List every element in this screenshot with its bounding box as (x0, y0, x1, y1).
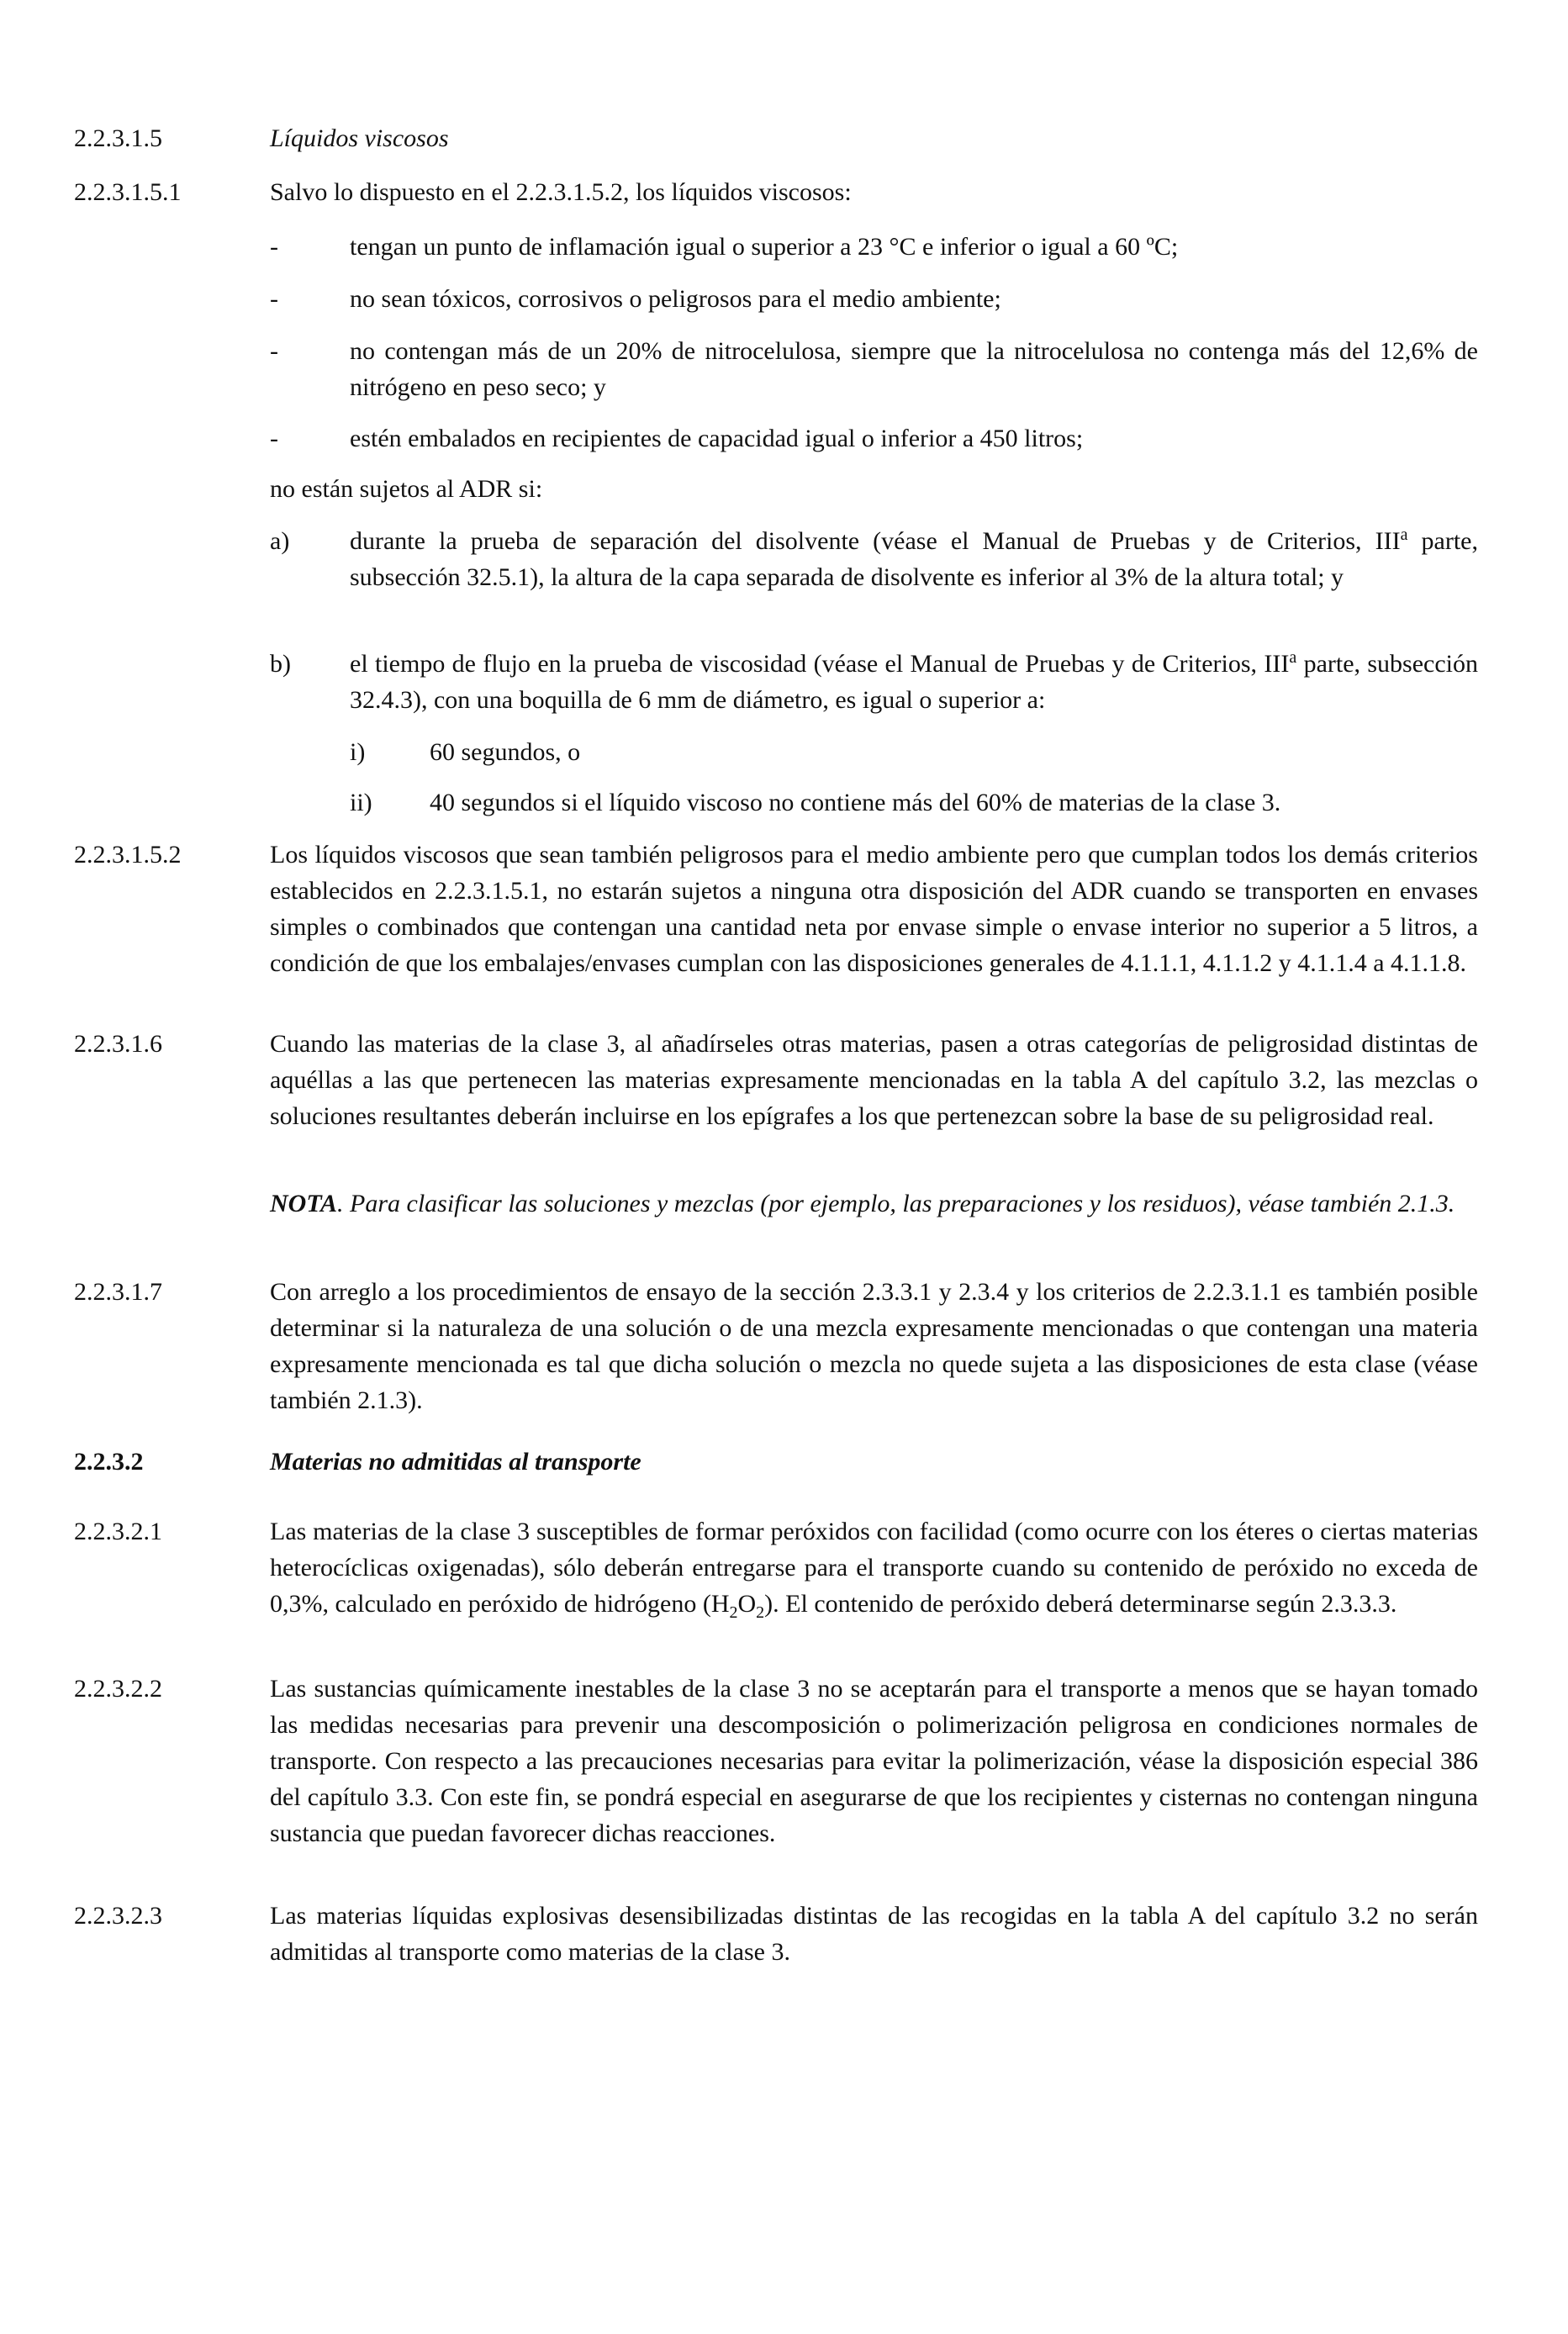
paragraph: Cuando las materias de la clase 3, al añadírseles otras materias, pasen a otras categorías de peligrosidad distintas de aquéllas a las que pertenecen las materias expresamente mencionadas en la tabla A del capítulo 3.2, las mezclas o soluciones resultantes deberán incluirse en los epígrafes a los que pertenezcan sobre la base de su peligrosidad real. (270, 1030, 1478, 1130)
paragraph: Los líquidos viscosos que sean también peligrosos para el medio ambiente pero que cumplan todos los demás criterios establecidos en 2.2.3.1.5.1, no estarán sujetos a ninguna otra disposición del ADR cuando se transporten en envases simples o combinados que contengan una cantidad neta por envase simple o envase interior no superior a 5 litros, a condición de que los embalajes/envases cumplan con las disposiciones generales de 4.1.1.1, 4.1.1.2 y 4.1.1.4 a 4.1.1.8. (270, 841, 1478, 977)
section-number: 2.2.3.1.5 (74, 124, 162, 152)
list-item-text: estén embalados en recipientes de capacidad igual o inferior a 450 litros; (350, 425, 1084, 452)
section-number: 2.2.3.2.2 (74, 1675, 162, 1703)
list-item-text: tengan un punto de inflamación igual o superior a 23 °C e inferior o igual a 60 ºC; (350, 233, 1179, 261)
list-item-text: no contengan más de un 20% de nitrocelulosa, siempre que la nitrocelulosa no contenga más del 12,6% de nitrógeno en peso seco; y (350, 337, 1478, 401)
section-number: 2.2.3.2 (74, 1448, 144, 1476)
section-number: 2.2.3.2.3 (74, 1902, 162, 1930)
section-title: Líquidos viscosos (270, 124, 449, 152)
dash-marker: - (270, 425, 278, 452)
dash-marker: - (270, 233, 278, 261)
item-marker: ii) (350, 789, 372, 816)
paragraph: Con arreglo a los procedimientos de ensayo de la sección 2.3.3.1 y 2.3.4 y los criterios de 2.2.3.1.1 es también posible determinar si la naturaleza de una solución o de una mezcla expresamente mencionadas o que contengan una materia expresamente mencionada es tal que dicha solución o mezcla no quede sujeta a las disposiciones de esta clase (véase también 2.1.3). (270, 1278, 1478, 1414)
paragraph: no están sujetos al ADR si: (270, 475, 543, 503)
item-marker: a) (270, 527, 290, 555)
note-label: NOTA (270, 1190, 338, 1217)
section-title: Materias no admitidas al transporte (270, 1448, 641, 1476)
list-item-text: el tiempo de flujo en la prueba de viscosidad (véase el Manual de Pruebas y de Criterios, III$^a$ parte, subsección 32.4.3), con una boquilla de 6 mm de diámetro, es igual o superior a: (350, 648, 1478, 714)
dash-marker: - (270, 285, 278, 313)
item-marker: i) (350, 738, 366, 766)
list-item-text: no sean tóxicos, corrosivos o peligrosos para el medio ambiente; (350, 285, 1001, 313)
paragraph: Las materias líquidas explosivas desensibilizadas distintas de las recogidas en la tabla A del capítulo 3.2 no serán admitidas al transporte como materias de la clase 3. (270, 1902, 1478, 1966)
list-item-text: 60 segundos, o (430, 738, 581, 766)
section-number: 2.2.3.2.1 (74, 1518, 162, 1545)
paragraph: Las materias de la clase 3 susceptibles de formar peróxidos con facilidad (como ocurre con los éteres o ciertas materias heterocíclicas oxigenadas), sólo deberán entregarse para el transporte cuando su contenido de peróxido no exceda de 0,3%, calculado en peróxido de hidrógeno $(H_2O_2)$. El contenido de peróxido deberá determinarse según 2.3.3.3. (270, 1518, 1478, 1622)
list-item-text: 40 segundos si el líquido viscoso no contiene más del 60% de materias de la clase 3. (430, 789, 1281, 816)
item-marker: b) (270, 650, 291, 678)
paragraph: Salvo lo dispuesto en el 2.2.3.1.5.2, los líquidos viscosos: (270, 178, 852, 206)
section-number: 2.2.3.1.5.1 (74, 178, 182, 206)
dash-marker: - (270, 337, 278, 365)
note-text: NOTA. Para clasificar las soluciones y mezclas (por ejemplo, las preparaciones y los residuos), véase también 2.1.3. (270, 1190, 1455, 1217)
section-number: 2.2.3.1.7 (74, 1278, 162, 1306)
paragraph: Las sustancias químicamente inestables de la clase 3 no se aceptarán para el transporte a menos que se hayan tomado las medidas necesarias para prevenir una descomposición o polimerización peligrosa en condiciones normales de transporte. Con respecto a las precauciones necesarias para evitar la polimerización, véase la disposición especial 386 del capítulo 3.3. Con este fin, se pondrá especial en asegurarse de que los recipientes y cisternas no contengan ninguna sustancia que puedan favorecer dichas reacciones. (270, 1675, 1478, 1847)
section-number: 2.2.3.1.5.2 (74, 841, 182, 869)
list-item-text: durante la prueba de separación del disolvente (véase el Manual de Pruebas y de Criterios, III$^a$ parte, subsección 32.5.1), la altura de la capa separada de disolvente es inferior al 3% de la altura total; y (350, 525, 1478, 591)
section-number: 2.2.3.1.6 (74, 1030, 162, 1058)
